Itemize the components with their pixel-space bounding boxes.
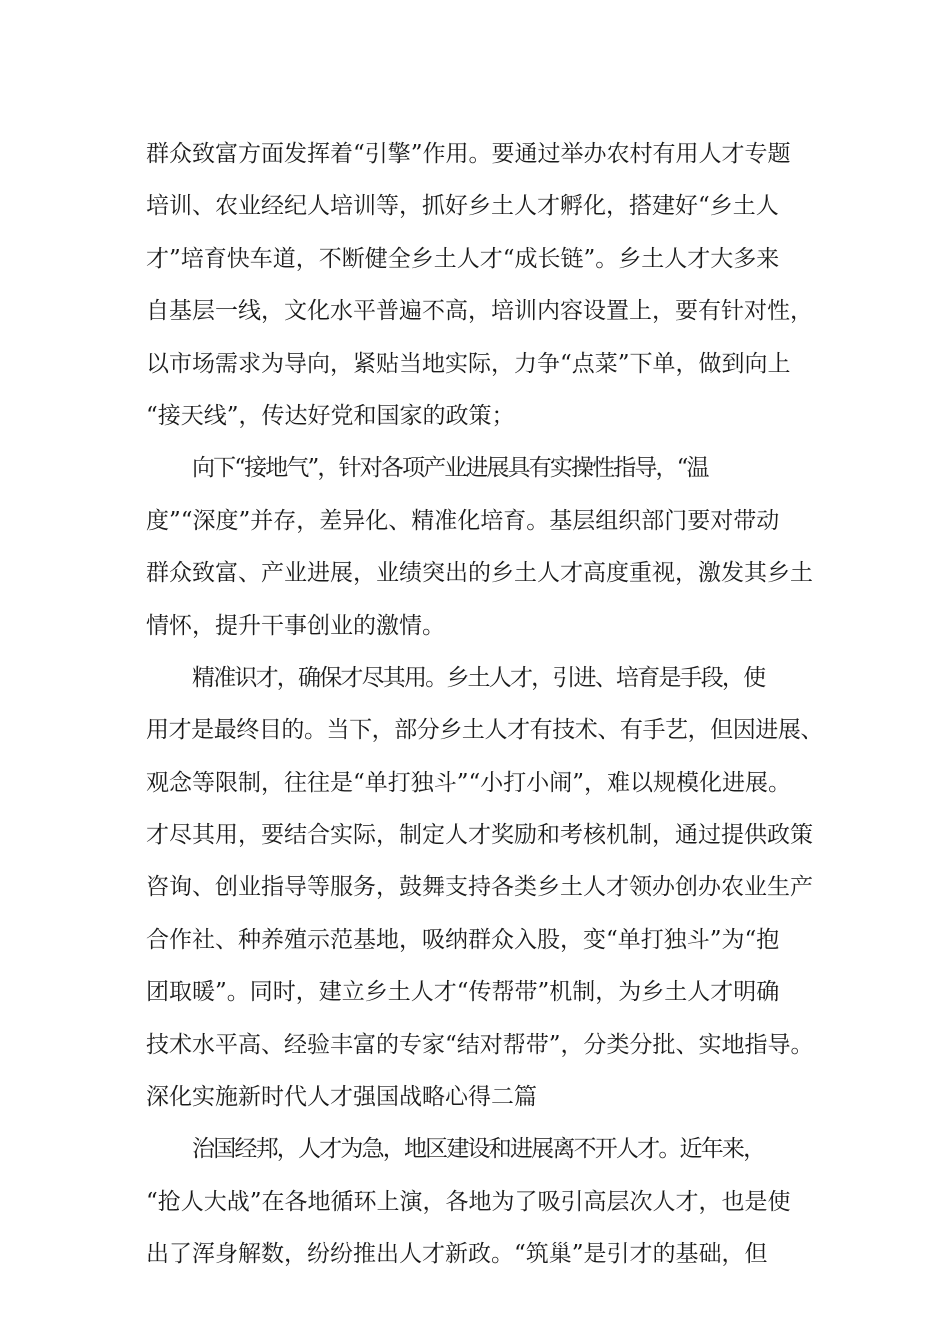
text-line: 以市场需求为导向，紧贴当地实际，力争“点菜”下单，做到向上 [146, 350, 791, 377]
text-line: 用才是最终目的。当下，部分乡土人才有技术、有手艺，但因进展、 [146, 717, 824, 744]
paragraph-first-line: 精准识才，确保才尽其用。乡土人才，引进、培育是手段，使 [192, 664, 765, 691]
text-line: 度”“深度”并存，差异化、精准化培育。基层组织部门要对带动 [146, 507, 780, 534]
text-line: 才尽其用，要结合实际，制定人才奖励和考核机制，通过提供政策 [146, 822, 813, 849]
paragraph-first-line: 治国经邦，人才为急，地区建设和进展离不开人才。近年来， [192, 1136, 765, 1163]
text-line: 观念等限制，往往是“单打独斗”“小打小闹”，难以规模化进展。 [146, 769, 792, 796]
text-line: 才”培育快车道，不断健全乡土人才“成长链”。乡土人才大多来 [146, 245, 780, 272]
text-line: “抢人大战”在各地循环上演，各地为了吸引高层次人才，也是使 [146, 1188, 791, 1215]
text-line: “接天线”，传达好党和国家的政策； [146, 402, 515, 429]
text-line: 技术水平高、经验丰富的专家“结对帮带”，分类分批、实地指导。 [146, 1031, 814, 1058]
text-line: 培训、农业经纪人培训等，抓好乡土人才孵化，搭建好“乡土人 [146, 193, 779, 220]
text-line: 咨询、创业指导等服务，鼓舞支持各类乡土人才领办创办农业生产 [146, 874, 813, 901]
text-line: 团取暖”。同时，建立乡土人才“传帮带”机制，为乡土人才明确 [146, 979, 780, 1006]
text-line: 深化实施新时代人才强国战略心得二篇 [146, 1084, 537, 1111]
text-line: 群众致富、产业进展，业绩突出的乡土人才高度重视，激发其乡土 [146, 560, 813, 587]
document-body [146, 128, 826, 1281]
text-line: 合作社、种养殖示范基地，吸纳群众入股，变“单打独斗”为“抱 [146, 926, 780, 953]
text-line: 自基层一线，文化水平普遍不高，培训内容设置上，要有针对性， [146, 298, 813, 325]
paragraph-first-line: 向下“接地气”，针对各项产业进展具有实操性指导，“温 [192, 455, 708, 482]
text-line: 情怀，提升干事创业的激情。 [146, 612, 445, 639]
text-line: 出了浑身解数，纷纷推出人才新政。“筑巢”是引才的基础，但 [146, 1241, 768, 1268]
text-line: 群众致富方面发挥着“引擎”作用。要通过举办农村有用人才专题 [146, 141, 791, 167]
